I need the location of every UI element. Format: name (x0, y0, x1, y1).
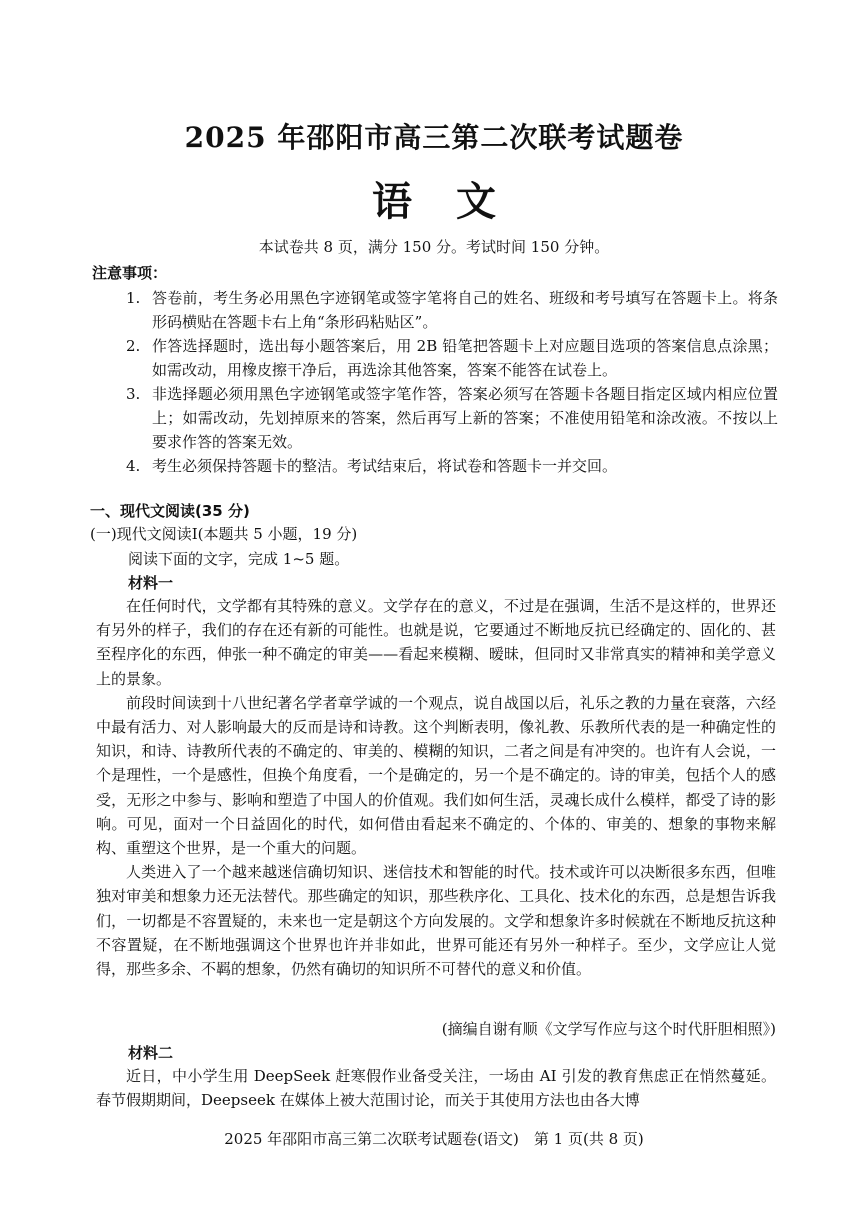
exam-info: 本试卷共 8 页，满分 150 分。考试时间 150 分钟。 (258, 238, 610, 256)
notes-item-number: 4. (126, 457, 141, 475)
reading-instruction: 阅读下面的文字，完成 1~5 题。 (128, 550, 350, 568)
notes-item-number: 1. (126, 289, 141, 307)
material-two-label: 材料二 (128, 1044, 174, 1062)
exam-title: 2025 年邵阳市高三第二次联考试题卷 (184, 121, 684, 154)
notes-item (126, 286, 778, 334)
paragraph: 人类进入了一个越来越迷信确切知识、迷信技术和智能的时代。技术或许可以决断很多东西，但唯独对审美和想象力还无法替代。那些确定的知识，那些秩序化、工具化、技术化的东西，总是想告诉我们，一切都是不容置疑的，未来也一定是朝这个方向发展的。文学和想象许多时候就在不断地反抗这种不容置疑，在不断地强调这个世界也许并非如此，世界可能还有另外一种样子。至少，文学应让人觉得，那些多余、不羁的想象，仍然有确切的知识所不可替代的意义和价值。 (96, 863, 776, 979)
notes-item-text: 答卷前，考生务必用黑色字迹钢笔或签字笔将自己的姓名、班级和考号填写在答题卡上。将条形码横贴在答题卡右上角“条形码粘贴区”。 (152, 289, 778, 331)
paragraph: 在任何时代，文学都有其特殊的意义。文学存在的意义，不过是在强调，生活不是这样的，世界还有另外的样子，我们的存在还有新的可能性。也就是说，它要通过不断地反抗已经确定的、固化的、甚至程序化的东西，伸张一种不确定的审美——看起来模糊、暧昧，但同时又非常真实的精神和美学意义上的景象。 (96, 597, 776, 688)
subsection-heading: (一)现代文阅读Ⅰ(本题共 5 小题，19 分) (90, 525, 358, 543)
notes-item (126, 454, 778, 478)
material-one-label: 材料一 (128, 574, 174, 592)
subject-title: 语文 (372, 178, 540, 225)
notes-item-number: 3. (126, 385, 141, 403)
notes-item-text: 考生必须保持答题卡的整洁。考试结束后，将试卷和答题卡一并交回。 (152, 457, 618, 475)
notes-item (126, 382, 778, 454)
notes-item-number: 2. (126, 337, 141, 355)
page-footer: 2025 年邵阳市高三第二次联考试题卷(语文) 第 1 页(共 8 页) (224, 1130, 644, 1148)
material-two-body (96, 1064, 776, 1112)
notes-item (126, 334, 778, 382)
notes-heading: 注意事项： (92, 264, 168, 282)
notes-item-text: 非选择题必须用黑色字迹钢笔或签字笔作答，答案必须写在答题卡各题目指定区域内相应位置上；如需改动，先划掉原来的答案，然后再写上新的答案；不准使用铅笔和涂改液。不按以上要求作答的答案无效。 (152, 385, 778, 451)
material-one-source: (摘编自谢有顺《文学写作应与这个时代肝胆相照》) (441, 1020, 776, 1038)
material-one-body (96, 594, 776, 981)
notes-list (126, 286, 778, 478)
paragraph: 前段时间读到十八世纪著名学者章学诚的一个观点，说自战国以后，礼乐之教的力量在衰落，六经中最有活力、对人影响最大的反而是诗和诗教。这个判断表明，像礼教、乐教所代表的是一种确定性的知识，和诗、诗教所代表的不确定的、审美的、模糊的知识，二者之间是有冲突的。也许有人会说，一个是理性，一个是感性，但换个角度看，一个是确定的，另一个是不确定的。诗的审美，包括个人的感受，无形之中参与、影响和塑造了中国人的价值观。我们如何生活，灵魂长成什么模样，都受了诗的影响。可见，面对一个日益固化的时代，如何借由看起来不确定的、个体的、审美的、想象的事物来解构、重塑这个世界，是一个重大的问题。 (96, 693, 776, 858)
notes-item-text: 作答选择题时，选出每小题答案后，用 2B 铅笔把答题卡上对应题目选项的答案信息点涂黑；如需改动，用橡皮擦干净后，再选涂其他答案，答案不能答在试卷上。 (152, 337, 778, 379)
section-heading: 一、现代文阅读(35 分) (90, 502, 250, 520)
paragraph: 近日，中小学生用 DeepSeek 赶寒假作业备受关注，一场由 AI 引发的教育焦虑正在悄然蔓延。春节假期期间，Deepseek 在媒体上被大范围讨论，而关于其使用方法也由各大博 (96, 1067, 776, 1110)
